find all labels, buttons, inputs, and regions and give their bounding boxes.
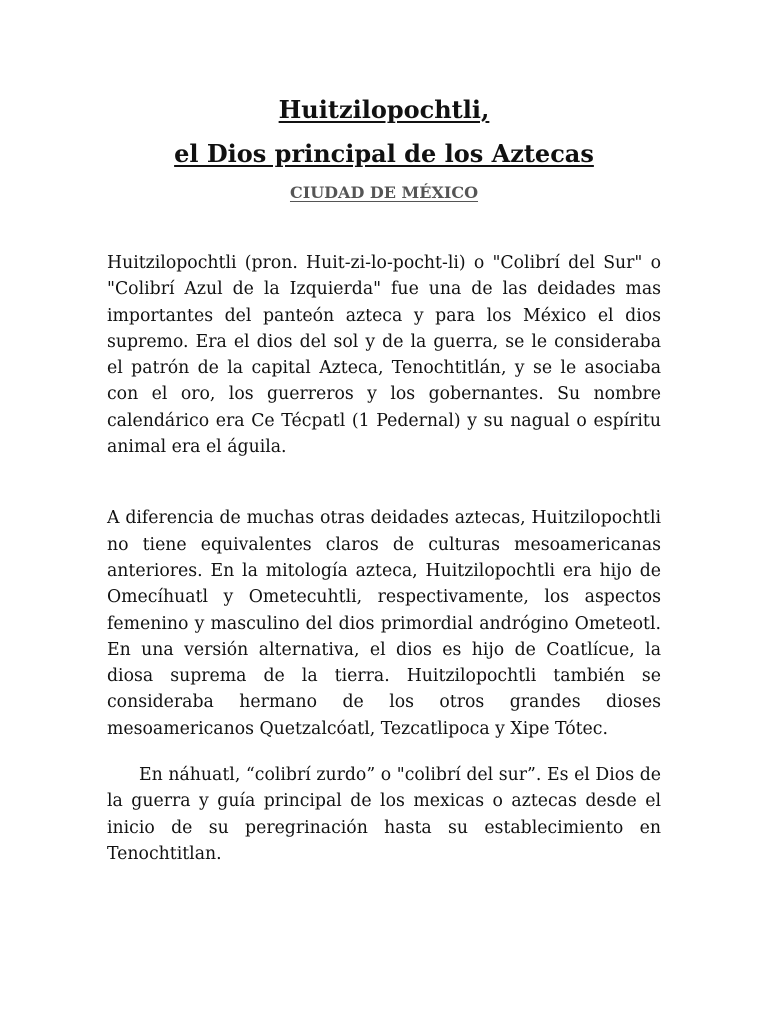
paragraph-1: Huitzilopochtli (pron. Huit-zi-lo-pocht-li) o "Colibrí del Sur" o "Colibrí Azul de la Izquierda" fue una de las deidades mas importantes del panteón azteca y para los México el dios supremo. Era el dios del sol y de la guerra, se le consideraba el patrón de la capital Azteca, Tenochtitlán, y se le asociaba con el oro, los guerreros y los gobernantes. Su nombre calendárico era Ce Técpatl (1 Pedernal) y su nagual o espíritu animal era el águila. — [107, 253, 661, 458]
subtitle: CIUDAD DE MÉXICO — [289, 183, 479, 202]
title-line-1: Huitzilopochtli, — [278, 95, 490, 124]
document-page — [107, 88, 661, 867]
paragraph-2: A diferencia de muchas otras deidades aztecas, Huitzilopochtli no tiene equivalentes claros de culturas mesoamericanas anteriores. En la mitología azteca, Huitzilopochtli era hijo de Omecíhuatl y Ometecuhtli, respectivamente, los aspectos femenino y masculino del dios primordial andrógino Ometeotl. En una versión alternativa, el dios es hijo de Coatlícue, la diosa suprema de la tierra. Huitzilopochtli también se consideraba hermano de los otros grandes dioses mesoamericanos Quetzalcóatl, Tezcatlipoca y Xipe Tótec. — [107, 508, 661, 739]
paragraph-3: En náhuatl, “colibrí zurdo” o "colibrí del sur”. Es el Dios de la guerra y guía principal de los mexicas o aztecas desde el inicio de su peregrinación hasta su establecimiento en Tenochtitlan. — [107, 765, 661, 864]
title-line-2: el Dios principal de los Aztecas — [174, 139, 594, 168]
